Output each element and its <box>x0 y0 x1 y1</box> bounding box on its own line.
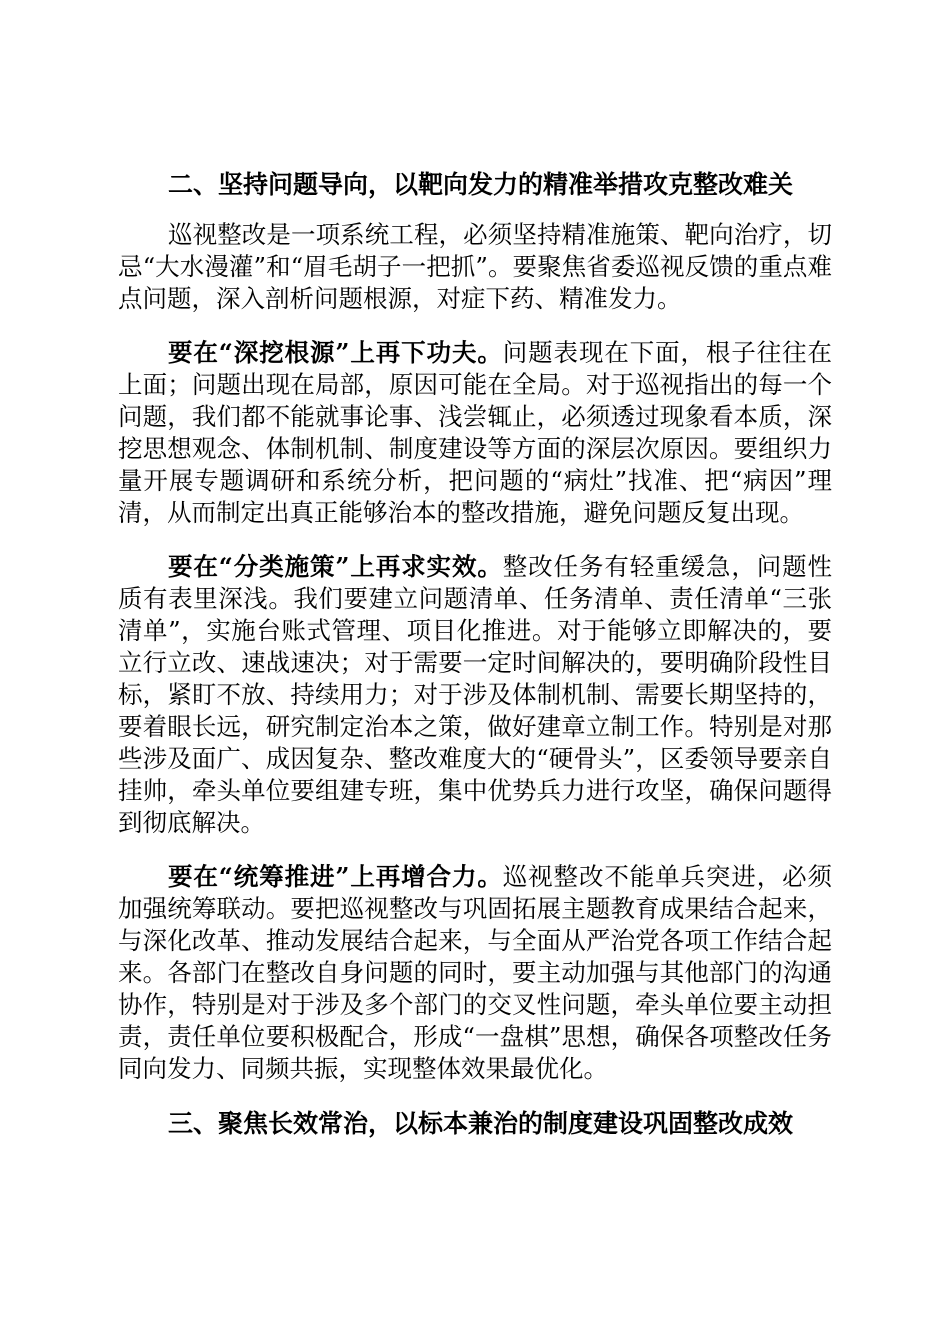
paragraph-body: 整改任务有轻重缓急，问题性质有表里深浅。我们要建立问题清单、任务清单、责任清单“三张清单”，实施台账式管理、项目化推进。对于能够立即解决的，要立行立改、速战速决；对于需要一定时间解决的，要明确阶段性目标，紧盯不放、持续用力；对于涉及体制机制、需要长期坚持的，要着眼长远，研究制定治本之策，做好建章立制工作。特别是对那些涉及面广、成因复杂、整改难度大的“硬骨头”，区委领导要亲自挂帅，牵头单位要组建专班，集中优势兵力进行攻坚，确保问题得到彻底解决。 <box>118 552 833 837</box>
paragraph-lead: 要在“分类施策”上再求实效。 <box>168 552 503 581</box>
section-heading-3: 三、聚焦长效常治，以标本兼治的制度建设巩固整改成效 <box>168 1109 794 1138</box>
paragraph-body: 巡视整改不能单兵突进，必须加强统筹联动。要把巡视整改与巩固拓展主题教育成果结合起来，与深化改革、推动发展结合起来，与全面从严治党各项工作结合起来。各部门在整改自身问题的同时，要主动加强与其他部门的沟通协作，特别是对于涉及多个部门的交叉性问题，牵头单位要主动担责，责任单位要积极配合，形成“一盘棋”思想，确保各项整改任务同向发力、同频共振，实现整体效果最优化。 <box>118 862 833 1083</box>
paragraph-lead: 要在“深挖根源”上再下功夫。 <box>168 338 503 367</box>
document-page <box>118 166 832 1143</box>
paragraph-classified-measures <box>118 551 832 839</box>
paragraph-coordinated-advance <box>118 861 832 1085</box>
paragraph-lead: 要在“统筹推进”上再增合力。 <box>168 862 503 891</box>
paragraph-dig-roots <box>118 337 832 529</box>
paragraph-body: 问题表现在下面，根子往往在上面；问题出现在局部，原因可能在全局。对于巡视指出的每一个问题，我们都不能就事论事、浅尝辄止，必须透过现象看本质，深挖思想观念、体制机制、制度建设等方面的深层次原因。要组织力量开展专题调研和系统分析，把问题的“病灶”找准、把“病因”理清，从而制定出真正能够治本的整改措施，避免问题反复出现。 <box>118 338 833 527</box>
intro-paragraph: 巡视整改是一项系统工程，必须坚持精准施策、靶向治疗，切忌“大水漫灌”和“眉毛胡子一把抓”。要聚焦省委巡视反馈的重点难点问题，深入剖析问题根源，对症下药、精准发力。 <box>118 220 832 313</box>
section-heading-2: 二、坚持问题导向，以靶向发力的精准举措攻克整改难关 <box>168 170 794 199</box>
